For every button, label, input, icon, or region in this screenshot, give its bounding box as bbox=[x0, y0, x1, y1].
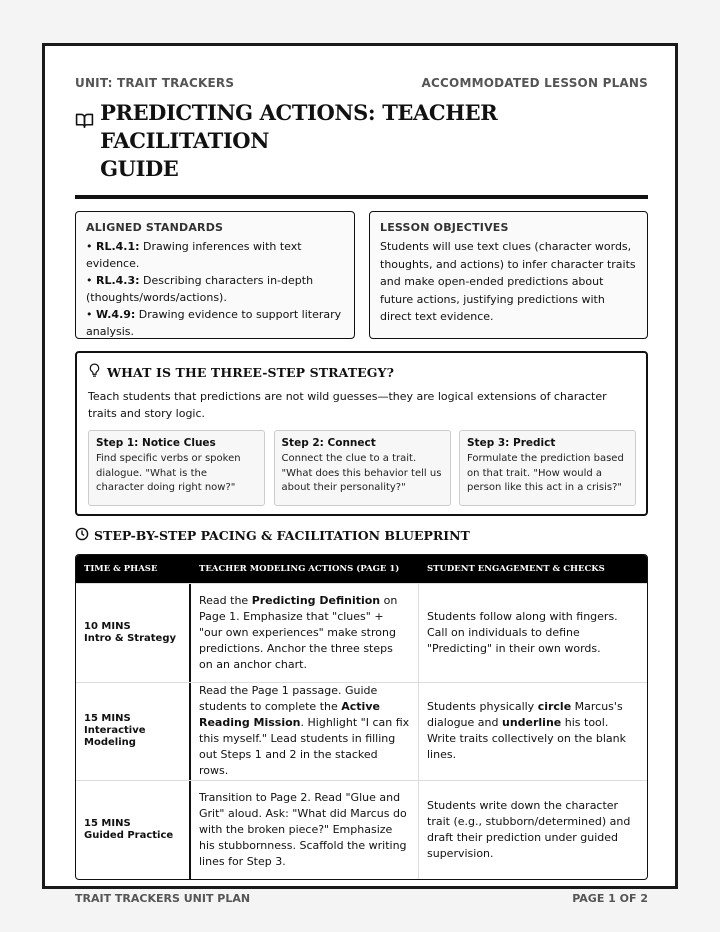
column-header: STUDENT ENGAGEMENT & CHECKS bbox=[427, 564, 605, 574]
table-row bbox=[76, 583, 647, 682]
time-phase-cell: 15 MINS Guided Practice bbox=[76, 781, 191, 879]
page-footer bbox=[75, 892, 648, 905]
table-row bbox=[76, 780, 647, 879]
page-number: PAGE 1 OF 2 bbox=[572, 891, 648, 905]
lesson-objectives-box bbox=[369, 211, 648, 339]
student-engagement-cell: Students follow along with fingers. Call on individuals to define "Predicting" in their own words. bbox=[427, 609, 618, 655]
student-engagement-cell: Students write down the character trait (e.g., stubborn/determined) and draft their prediction under guided supervision. bbox=[427, 798, 631, 860]
objectives-heading: LESSON OBJECTIVES bbox=[380, 221, 509, 234]
aligned-standards-box bbox=[75, 211, 355, 339]
strategy-heading: WHAT IS THE THREE-STEP STRATEGY? bbox=[107, 365, 395, 380]
table-header bbox=[76, 555, 647, 583]
table-row bbox=[76, 682, 647, 781]
pacing-table bbox=[75, 554, 648, 880]
header-meta bbox=[75, 76, 648, 90]
step-card-predict: Step 3: Predict Formulate the prediction based on that trait. "How would a person like this act in a crisis?" bbox=[459, 430, 636, 506]
lesson-plan-page bbox=[42, 43, 678, 905]
page-title: PREDICTING ACTIONS: TEACHER FACILITATION GUIDE bbox=[100, 100, 498, 181]
clock-icon bbox=[75, 526, 89, 545]
title-divider bbox=[75, 195, 648, 199]
teacher-actions-cell: Transition to Page 2. Read "Glue and Grit" aloud. Ask: "What did Marcus do with the broken piece?" Emphasize his stubbornness. Scaffold the writing lines for Step 3. bbox=[191, 781, 419, 879]
book-icon bbox=[75, 112, 94, 132]
standards-heading: ALIGNED STANDARDS bbox=[86, 221, 224, 234]
time-phase-cell: 10 MINS Intro & Strategy bbox=[76, 584, 191, 682]
time-phase-cell: 15 MINS Interactive Modeling bbox=[76, 683, 191, 781]
footer-unit-plan: TRAIT TRACKERS UNIT PLAN bbox=[75, 891, 251, 905]
strategy-box bbox=[75, 351, 648, 516]
column-header: TEACHER MODELING ACTIONS (PAGE 1) bbox=[199, 564, 400, 574]
strategy-intro: Teach students that predictions are not wild guesses—they are logical extensions of character traits and story logic. bbox=[88, 390, 607, 420]
standard-item: • RL.4.1: Drawing inferences with text evidence. bbox=[86, 240, 302, 270]
standard-item: • RL.4.3: Describing characters in-depth (thoughts/words/actions). bbox=[86, 274, 314, 304]
student-engagement-cell: Students physically circle Marcus's dialogue and underline his tool. Write traits collectively on the blank lines. bbox=[427, 700, 626, 762]
step-card-notice-clues: Step 1: Notice Clues Find specific verbs or spoken dialogue. "What is the character doing right now?" bbox=[88, 430, 265, 506]
pacing-heading: STEP-BY-STEP PACING & FACILITATION BLUEPRINT bbox=[94, 528, 470, 543]
teacher-actions-cell: Read the Predicting Definition on Page 1. Emphasize that "clues" + "our own experiences" make strong predictions. Anchor the three steps on an anchor chart. bbox=[191, 584, 419, 682]
column-header: TIME & PHASE bbox=[84, 564, 158, 574]
step-card-connect: Step 2: Connect Connect the clue to a trait. "What does this behavior tell us about their personality?" bbox=[274, 430, 451, 506]
standard-item: • W.4.9: Drawing evidence to support literary analysis. bbox=[86, 308, 342, 338]
objectives-text: Students will use text clues (character words, thoughts, and actions) to infer character traits and make open-ended predictions about future actions, justifying predictions with direct text evidence. bbox=[380, 240, 636, 323]
plan-type-label: ACCOMMODATED LESSON PLANS bbox=[421, 76, 648, 90]
teacher-actions-cell: Read the Page 1 passage. Guide students to complete the Active Reading Mission. Highlight "I can fix this myself." Lead students in filling out Steps 1 and 2 in the stacked rows. bbox=[191, 683, 419, 781]
lightbulb-icon bbox=[88, 363, 101, 382]
unit-label: UNIT: TRAIT TRACKERS bbox=[75, 76, 235, 90]
title-row bbox=[75, 99, 648, 183]
